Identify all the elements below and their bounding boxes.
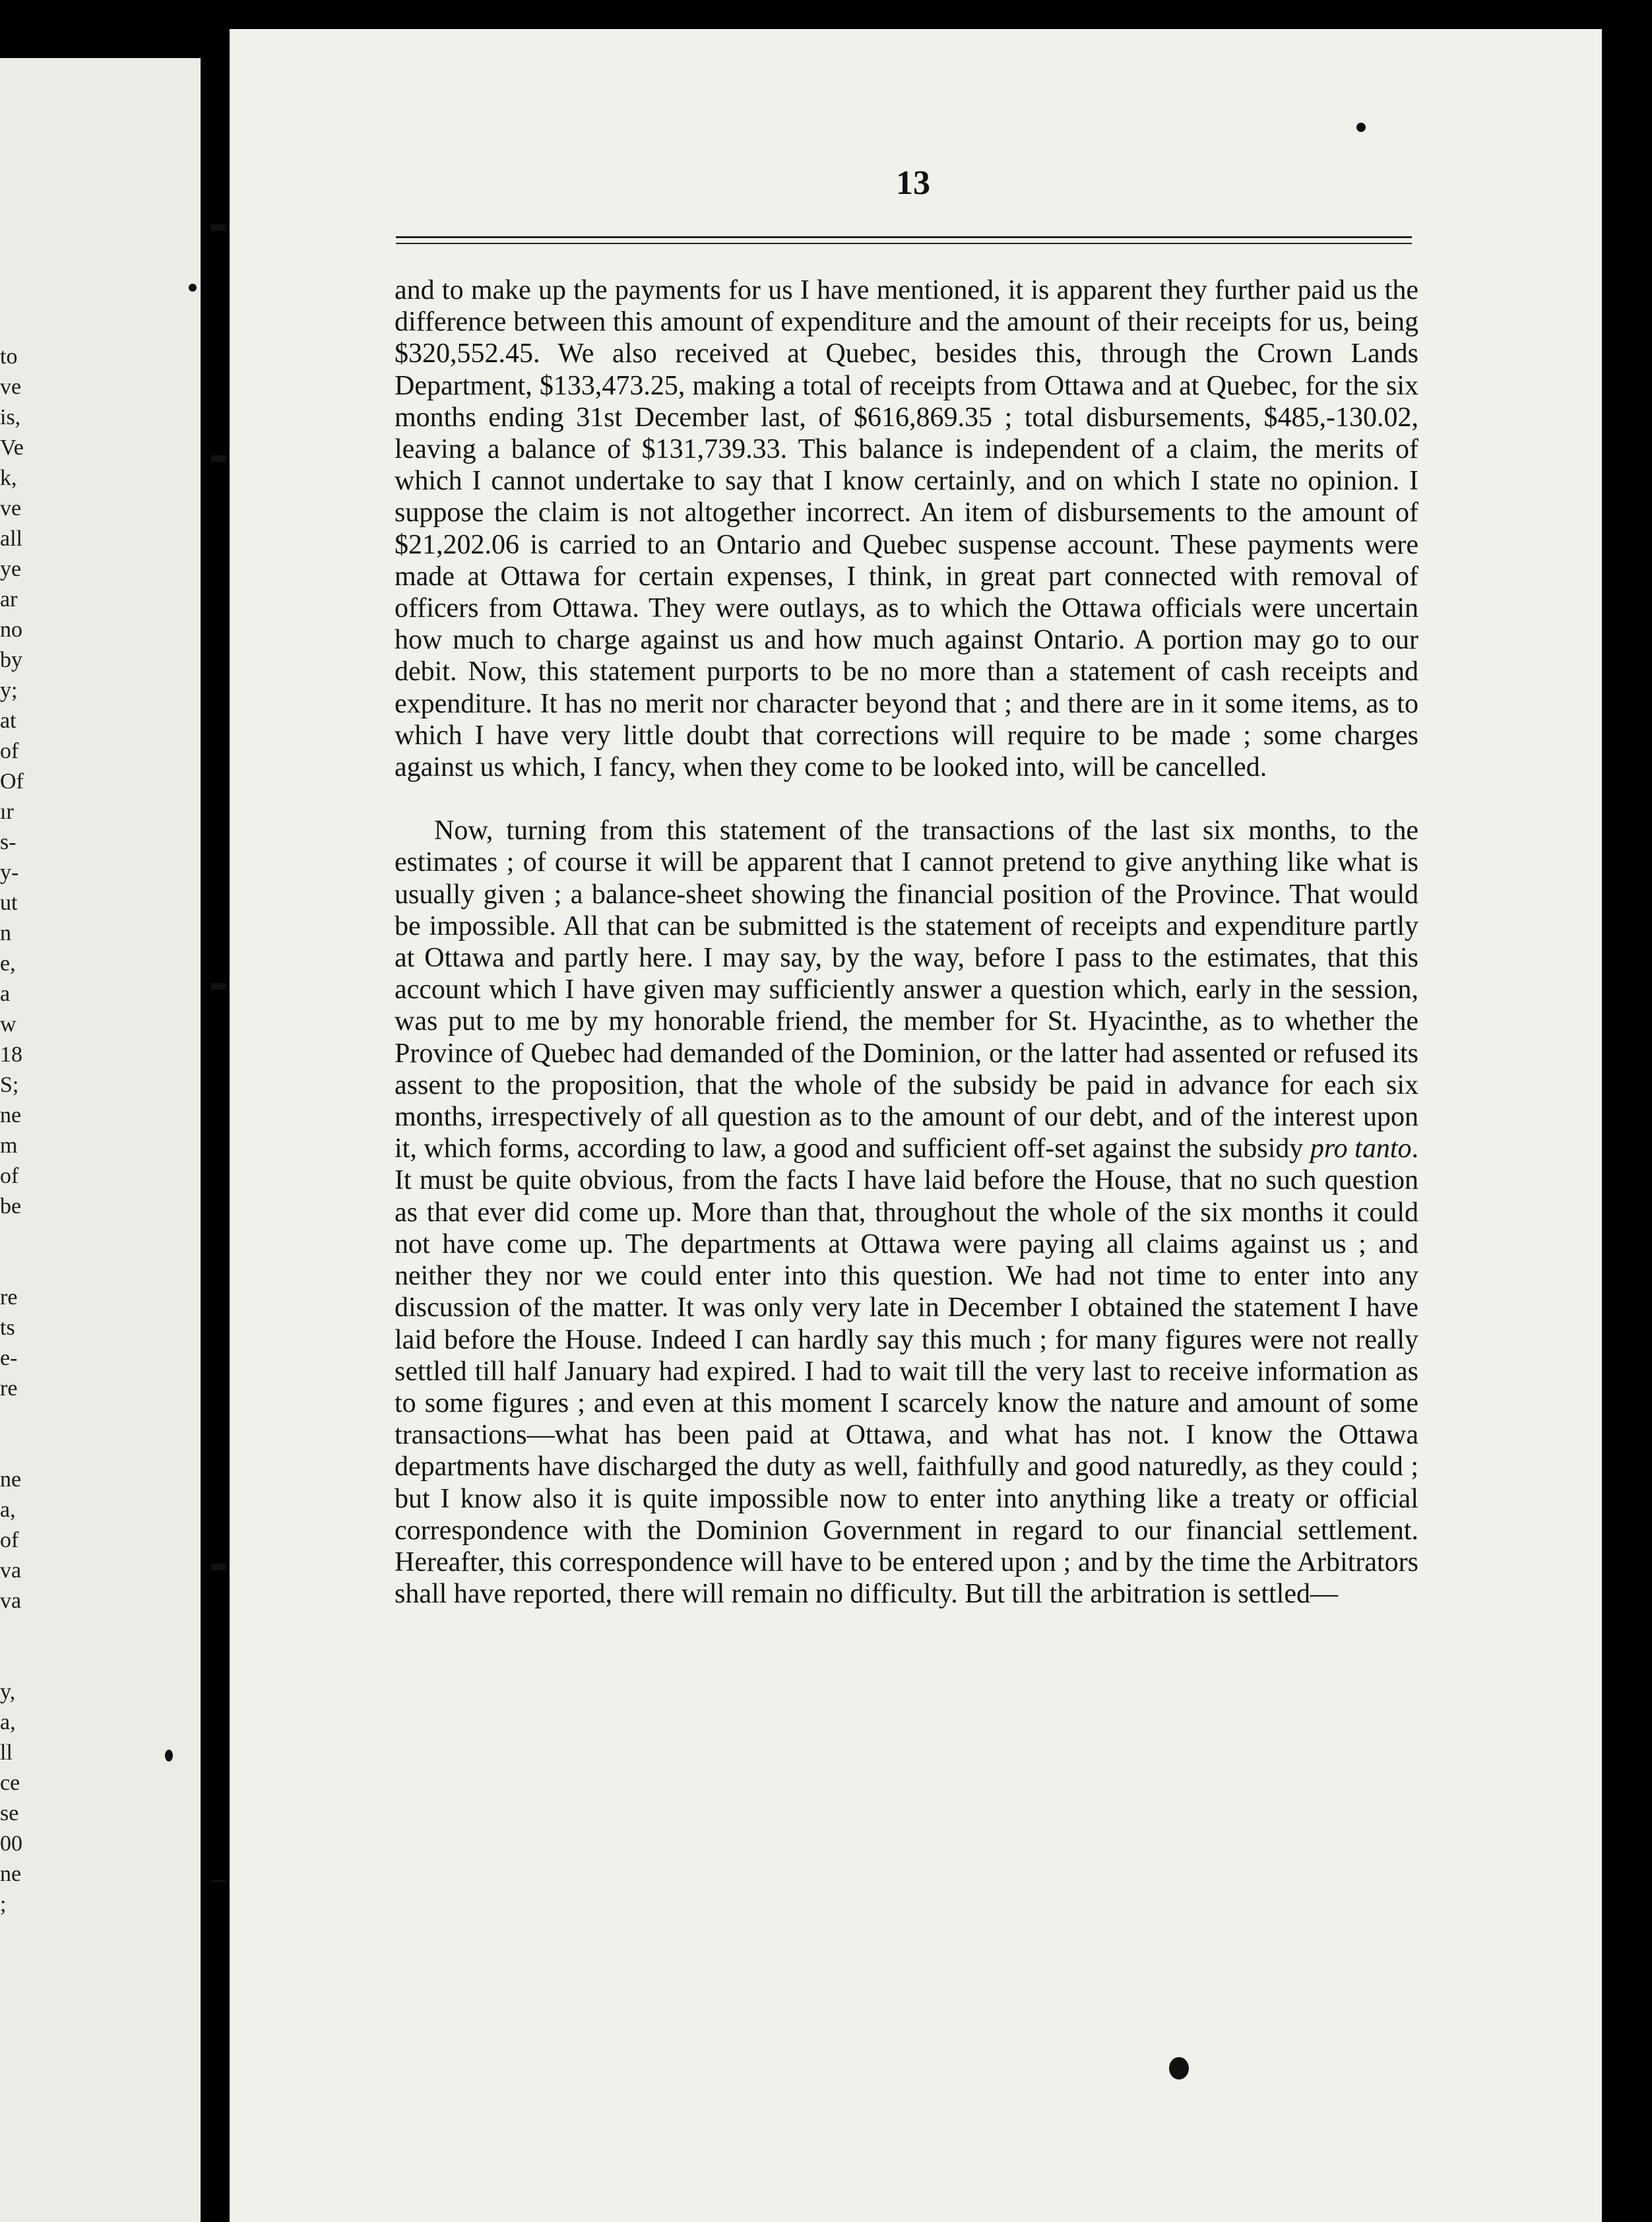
facing-page-fragment: be [0, 1194, 22, 1219]
facing-page-fragment: ce [0, 1771, 20, 1795]
facing-page-fragment: m [0, 1133, 18, 1158]
ink-speck [1169, 2057, 1189, 2079]
facing-page-fragment: S; [0, 1073, 19, 1097]
facing-page-fragment: s- [0, 830, 16, 854]
facing-page-fragment: va [0, 1589, 22, 1613]
facing-page-fragment: no [0, 618, 22, 642]
header-rule-top [396, 236, 1412, 238]
paragraph-1: and to make up the payments for us I have mentioned, it is apparent they further paid us the difference between this amount of expenditure and the amount of their receipts for us, being $320,552.45. We also received at Quebec, besides this, through the Crown Lands Department, $133,473.25, making a total of receipts from Ottawa and at Quebec, for the six months ending 31st December last, of $616,869.35 ; total disbursements, $485,-130.02, leaving a balance of $131,739.33. This balance is independent of a claim, the merits of which I cannot undertake to say that I know certainly, and on which I state no opinion. I suppose the claim is not altogether incorrect. An item of disbursements to the amount of $21,202.06 is carried to an Ontario and Quebec suspense account. These payments were made at Ottawa for certain expenses, I think, in great part connected with removal of officers from Ottawa. They were outlays, as to which the Ottawa officials were uncertain how much to charge against us and how much against Ontario. A portion may go to our debit. Now, this statement purports to be no more than a statement of cash receipts and expenditure. It has no merit nor character beyond that ; and there are in it some items, as to which I have very little doubt that corrections will require to be made ; some charges against us which, I fancy, when they come to be looked into, will be cancelled. [395, 275, 1418, 783]
facing-page-fragment: ne [0, 1862, 22, 1886]
facing-page-fragment: ve [0, 375, 22, 399]
facing-page-fragment: ar [0, 587, 18, 612]
facing-page-fragment: ut [0, 891, 18, 915]
facing-page-fragment: ; [0, 1892, 7, 1917]
facing-page-fragment: ne [0, 1103, 22, 1127]
facing-page-fragment: is, [0, 405, 21, 429]
facing-page-fragment: Ve [0, 435, 24, 460]
facing-page-fragment: 18 [0, 1042, 22, 1067]
facing-page-fragment: Of [0, 769, 24, 794]
facing-page-fragment: e, [0, 951, 16, 976]
paragraph-2-italic-phrase: pro tanto [1310, 1133, 1412, 1164]
facing-page-fragment: y- [0, 860, 19, 885]
paragraph-2-part-a: Now, turning from this statement of the transactions of the last six months, to the estimates ; of course it will be apparent that I cannot pretend to give anything like what is usually given ; a balance-sheet showing the financial position of the Province. That would be impossible. All that can be submitted is the statement of receipts and expenditure partly at Ottawa and partly here. I may say, by the way, before I pass to the estimates, that this account which I have given may sufficiently answer a question which, early in the session, was put to me by my honorable friend, the member for St. Hyacinthe, as to whether the Province of Quebec had demanded of the Dominion, or the latter had assented or refused its assent to the proposition, that the whole of the subsidy be paid in advance for each six months, irrespectively of all question as to the amount of our debt, and of the interest upon it, which forms, according to law, a good and sufficient off-set against the subsidy [395, 815, 1418, 1164]
facing-page-fragment [0, 1222, 53, 1283]
facing-page-fragment: at [0, 709, 16, 733]
facing-page-fragment: ts [0, 1316, 15, 1340]
facing-page-fragment: y; [0, 678, 18, 703]
facing-page-fragment [0, 1616, 53, 1677]
facing-page-fragment: of [0, 1164, 19, 1188]
facing-page-edge [0, 58, 201, 2222]
facing-page-fragment: se [0, 1801, 19, 1825]
facing-page-fragment: by [0, 648, 22, 672]
facing-page-fragment: ve [0, 496, 22, 521]
gutter-mark [211, 224, 226, 231]
gutter-mark [211, 983, 226, 990]
facing-page-fragment: ır [0, 800, 14, 824]
facing-page-fragment: k, [0, 466, 17, 490]
facing-page-fragment: w [0, 1012, 16, 1036]
facing-page-fragment: 00 [0, 1831, 22, 1856]
paragraph-2-part-b: . It must be quite obvious, from the facts I have laid before the House, that no such question as that ever did come up. More than that, throughout the whole of the six months it could not have come up. The departments at Ottawa were paying all claims against us ; and neither they nor we could enter into this question. We had not time to enter into any discussion of the matter. It was only very late in December I obtained the statement I have laid before the House. Indeed I can hardly say this much ; for many figures were not really settled till half January had expired. I had to wait till the very last to receive information as to some figures ; and even at this moment I scarcely know the nature and amount of some transactions—what has been paid at Ottawa, and what has not. I know the Ottawa departments have discharged the duty as well, faithfully and good naturedly, as they could ; but I know also it is quite impossible now to enter into anything like a treaty or official correspondence with the Dominion Government in regard to our financial settlement. Hereafter, this correspondence will have to be entered upon ; and by the time the Arbitrators shall have reported, there will remain no difficulty. But till the arbitration is settled— [395, 1133, 1418, 1610]
facing-page-fragment: of [0, 739, 19, 763]
header-rule-bottom [396, 243, 1412, 244]
facing-page-fragment: re [0, 1376, 18, 1401]
ink-speck [1356, 123, 1366, 132]
facing-page-fragment: ne [0, 1467, 22, 1492]
facing-page-fragment: of [0, 1528, 19, 1552]
facing-page-fragment: va [0, 1558, 22, 1583]
body-text [395, 274, 1418, 1610]
gutter-mark [211, 1564, 226, 1570]
facing-page-fragment [0, 1404, 53, 1465]
facing-page-fragment: y, [0, 1680, 16, 1704]
facing-page-fragment: ll [0, 1740, 13, 1765]
facing-page-fragment: a, [0, 1498, 16, 1522]
facing-page-fragment: a, [0, 1710, 16, 1734]
facing-page-fragment: e- [0, 1346, 18, 1370]
gutter-mark [211, 1880, 226, 1882]
facing-page-fragment: n [0, 921, 11, 945]
gutter-mark [211, 455, 226, 462]
paragraph-2 [395, 815, 1418, 1610]
facing-page-fragment: all [0, 526, 22, 551]
facing-page-fragment: a [0, 982, 11, 1006]
page-number: 13 [896, 164, 930, 202]
facing-page-fragment: to [0, 344, 18, 369]
facing-page-fragment: re [0, 1285, 18, 1310]
facing-page-fragment: ye [0, 557, 22, 581]
ink-speck [165, 1750, 173, 1762]
facing-page-fragments [0, 342, 53, 1920]
ink-speck [189, 284, 197, 292]
